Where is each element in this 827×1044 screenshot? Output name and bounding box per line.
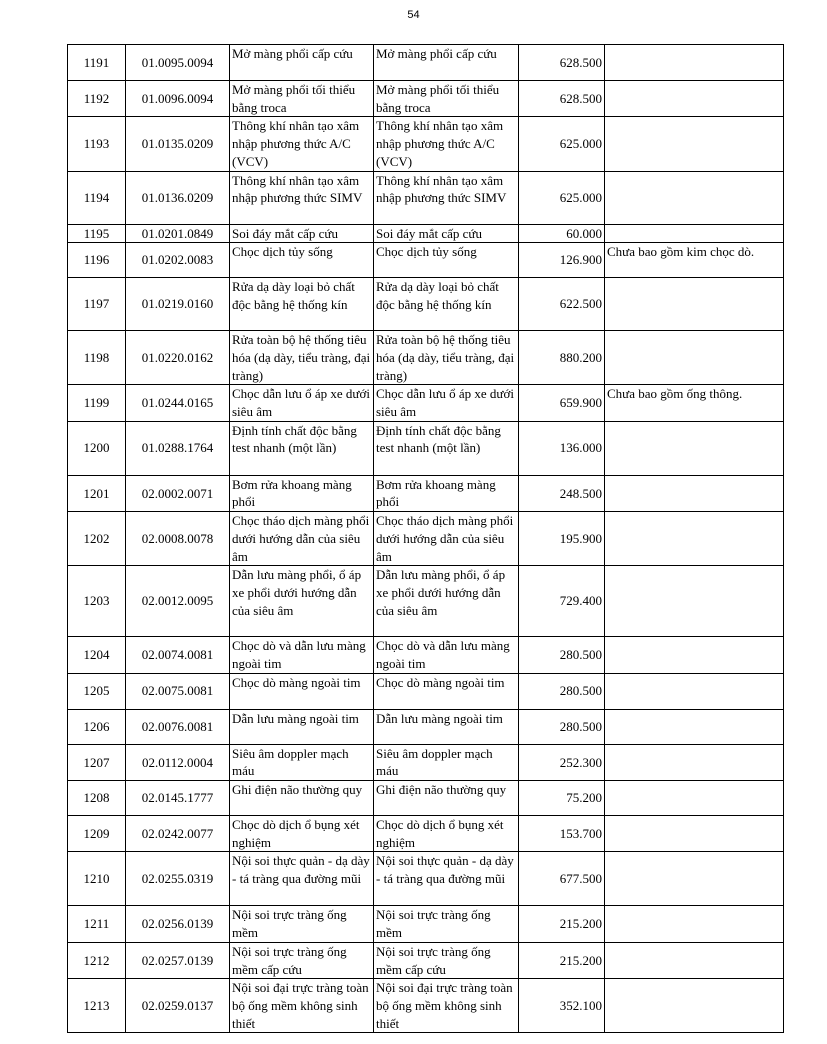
approved-name-cell: Thông khí nhân tạo xâm nhập phương thức A/C (VCV) [374,117,519,171]
service-code-cell: 01.0096.0094 [126,81,230,117]
approved-name-cell: Nội soi trực tràng ống mềm cấp cứu [374,942,519,978]
table-row [68,709,784,744]
service-code-cell: 02.0112.0004 [126,744,230,780]
table-row [68,224,784,243]
note-cell [605,673,784,709]
service-code-cell: 01.0095.0094 [126,45,230,81]
approved-name-cell: Ghi điện não thường quy [374,781,519,816]
service-name-cell: Chọc dịch tủy sống [230,243,374,278]
service-code-cell: 01.0244.0165 [126,385,230,421]
service-code-cell: 02.0008.0078 [126,512,230,566]
note-cell [605,117,784,171]
table-body [68,45,784,1033]
price-cell: 352.100 [519,979,605,1033]
approved-name-cell: Dẫn lưu màng phổi, ổ áp xe phổi dưới hướng dẫn của siêu âm [374,566,519,637]
row-number-cell: 1208 [68,781,126,816]
note-cell [605,816,784,852]
row-number-cell: 1198 [68,331,126,385]
service-code-cell: 01.0220.0162 [126,331,230,385]
service-code-cell: 02.0076.0081 [126,709,230,744]
service-code-cell: 01.0202.0083 [126,243,230,278]
service-name-cell: Dẫn lưu màng phổi, ổ áp xe phổi dưới hướng dẫn của siêu âm [230,566,374,637]
row-number-cell: 1201 [68,475,126,511]
service-code-cell: 02.0256.0139 [126,906,230,942]
row-number-cell: 1191 [68,45,126,81]
table-row [68,906,784,942]
note-cell [605,942,784,978]
approved-name-cell: Chọc dịch tủy sống [374,243,519,278]
price-cell: 280.500 [519,637,605,673]
service-code-cell: 01.0135.0209 [126,117,230,171]
price-cell: 280.500 [519,673,605,709]
note-cell [605,224,784,243]
price-cell: 628.500 [519,81,605,117]
service-name-cell: Nội soi thực quản - dạ dày - tá tràng qua đường mũi [230,852,374,906]
table-row [68,673,784,709]
price-cell: 248.500 [519,475,605,511]
table-row [68,637,784,673]
service-name-cell: Nội soi trực tràng ống mềm [230,906,374,942]
service-code-cell: 02.0145.1777 [126,781,230,816]
note-cell [605,512,784,566]
row-number-cell: 1203 [68,566,126,637]
table-row [68,331,784,385]
price-cell: 622.500 [519,278,605,331]
price-cell: 729.400 [519,566,605,637]
table-row [68,475,784,511]
approved-name-cell: Rửa dạ dày loại bỏ chất độc bằng hệ thống kín [374,278,519,331]
service-code-cell: 01.0288.1764 [126,421,230,475]
price-cell: 625.000 [519,171,605,224]
price-cell: 153.700 [519,816,605,852]
approved-name-cell: Mở màng phổi tối thiểu bằng troca [374,81,519,117]
approved-name-cell: Bơm rửa khoang màng phổi [374,475,519,511]
service-name-cell: Rửa dạ dày loại bỏ chất độc bằng hệ thống kín [230,278,374,331]
service-name-cell: Chọc dẫn lưu ổ áp xe dưới siêu âm [230,385,374,421]
row-number-cell: 1199 [68,385,126,421]
note-cell [605,81,784,117]
approved-name-cell: Chọc dò và dẫn lưu màng ngoài tim [374,637,519,673]
note-cell [605,331,784,385]
price-cell: 60.000 [519,224,605,243]
note-cell [605,906,784,942]
table-row [68,852,784,906]
note-cell: Chưa bao gồm ống thông. [605,385,784,421]
service-code-cell: 01.0219.0160 [126,278,230,331]
table-row [68,278,784,331]
service-name-cell: Bơm rửa khoang màng phổi [230,475,374,511]
price-cell: 628.500 [519,45,605,81]
price-table [67,44,784,1033]
row-number-cell: 1212 [68,942,126,978]
service-code-cell: 01.0136.0209 [126,171,230,224]
approved-name-cell: Chọc dẫn lưu ổ áp xe dưới siêu âm [374,385,519,421]
row-number-cell: 1207 [68,744,126,780]
table-row [68,243,784,278]
table-row [68,45,784,81]
table-row [68,81,784,117]
service-name-cell: Dẫn lưu màng ngoài tim [230,709,374,744]
note-cell [605,709,784,744]
approved-name-cell: Mở màng phổi cấp cứu [374,45,519,81]
service-name-cell: Nội soi đại trực tràng toàn bộ ống mềm không sinh thiết [230,979,374,1033]
price-cell: 215.200 [519,942,605,978]
row-number-cell: 1206 [68,709,126,744]
service-name-cell: Chọc dò dịch ổ bụng xét nghiệm [230,816,374,852]
note-cell [605,278,784,331]
approved-name-cell: Chọc dò màng ngoài tim [374,673,519,709]
table-row [68,566,784,637]
price-cell: 215.200 [519,906,605,942]
note-cell: Chưa bao gồm kim chọc dò. [605,243,784,278]
row-number-cell: 1195 [68,224,126,243]
row-number-cell: 1200 [68,421,126,475]
row-number-cell: 1209 [68,816,126,852]
service-name-cell: Chọc dò và dẫn lưu màng ngoài tim [230,637,374,673]
row-number-cell: 1205 [68,673,126,709]
service-name-cell: Định tính chất độc bằng test nhanh (một lần) [230,421,374,475]
service-code-cell: 02.0002.0071 [126,475,230,511]
approved-name-cell: Siêu âm doppler mạch máu [374,744,519,780]
table-row [68,385,784,421]
table-row [68,816,784,852]
price-cell: 252.300 [519,744,605,780]
approved-name-cell: Nội soi thực quản - dạ dày - tá tràng qua đường mũi [374,852,519,906]
table-row [68,979,784,1033]
service-code-cell: 02.0255.0319 [126,852,230,906]
service-code-cell: 02.0257.0139 [126,942,230,978]
row-number-cell: 1213 [68,979,126,1033]
approved-name-cell: Soi đáy mắt cấp cứu [374,224,519,243]
page-number: 54 [407,9,420,21]
note-cell [605,475,784,511]
note-cell [605,171,784,224]
price-cell: 625.000 [519,117,605,171]
row-number-cell: 1197 [68,278,126,331]
table-row [68,117,784,171]
approved-name-cell: Nội soi trực tràng ống mềm [374,906,519,942]
approved-name-cell: Dẫn lưu màng ngoài tim [374,709,519,744]
approved-name-cell: Chọc tháo dịch màng phổi dưới hướng dẫn của siêu âm [374,512,519,566]
note-cell [605,421,784,475]
price-cell: 136.000 [519,421,605,475]
service-name-cell: Soi đáy mắt cấp cứu [230,224,374,243]
table-row [68,781,784,816]
approved-name-cell: Nội soi đại trực tràng toàn bộ ống mềm không sinh thiết [374,979,519,1033]
service-name-cell: Siêu âm doppler mạch máu [230,744,374,780]
service-code-cell: 02.0242.0077 [126,816,230,852]
price-cell: 126.900 [519,243,605,278]
service-code-cell: 02.0075.0081 [126,673,230,709]
service-name-cell: Thông khí nhân tạo xâm nhập phương thức A/C (VCV) [230,117,374,171]
price-cell: 75.200 [519,781,605,816]
service-code-cell: 02.0012.0095 [126,566,230,637]
note-cell [605,781,784,816]
table-row [68,942,784,978]
service-name-cell: Mở màng phổi tối thiểu bằng troca [230,81,374,117]
row-number-cell: 1204 [68,637,126,673]
note-cell [605,744,784,780]
service-name-cell: Chọc dò màng ngoài tim [230,673,374,709]
note-cell [605,566,784,637]
service-code-cell: 02.0259.0137 [126,979,230,1033]
row-number-cell: 1202 [68,512,126,566]
service-name-cell: Chọc tháo dịch màng phổi dưới hướng dẫn của siêu âm [230,512,374,566]
table-row [68,171,784,224]
service-name-cell: Mở màng phổi cấp cứu [230,45,374,81]
note-cell [605,979,784,1033]
service-code-cell: 01.0201.0849 [126,224,230,243]
row-number-cell: 1196 [68,243,126,278]
service-name-cell: Thông khí nhân tạo xâm nhập phương thức SIMV [230,171,374,224]
row-number-cell: 1194 [68,171,126,224]
service-name-cell: Ghi điện não thường quy [230,781,374,816]
table-row [68,512,784,566]
approved-name-cell: Chọc dò dịch ổ bụng xét nghiệm [374,816,519,852]
row-number-cell: 1210 [68,852,126,906]
row-number-cell: 1193 [68,117,126,171]
row-number-cell: 1211 [68,906,126,942]
price-cell: 195.900 [519,512,605,566]
price-cell: 659.900 [519,385,605,421]
note-cell [605,637,784,673]
approved-name-cell: Rửa toàn bộ hệ thống tiêu hóa (dạ dày, tiểu tràng, đại tràng) [374,331,519,385]
note-cell [605,45,784,81]
price-cell: 880.200 [519,331,605,385]
approved-name-cell: Định tính chất độc bằng test nhanh (một lần) [374,421,519,475]
table-row [68,744,784,780]
service-name-cell: Rửa toàn bộ hệ thống tiêu hóa (dạ dày, tiểu tràng, đại tràng) [230,331,374,385]
price-cell: 677.500 [519,852,605,906]
service-code-cell: 02.0074.0081 [126,637,230,673]
note-cell [605,852,784,906]
price-cell: 280.500 [519,709,605,744]
table-row [68,421,784,475]
row-number-cell: 1192 [68,81,126,117]
service-name-cell: Nội soi trực tràng ống mềm cấp cứu [230,942,374,978]
approved-name-cell: Thông khí nhân tạo xâm nhập phương thức SIMV [374,171,519,224]
